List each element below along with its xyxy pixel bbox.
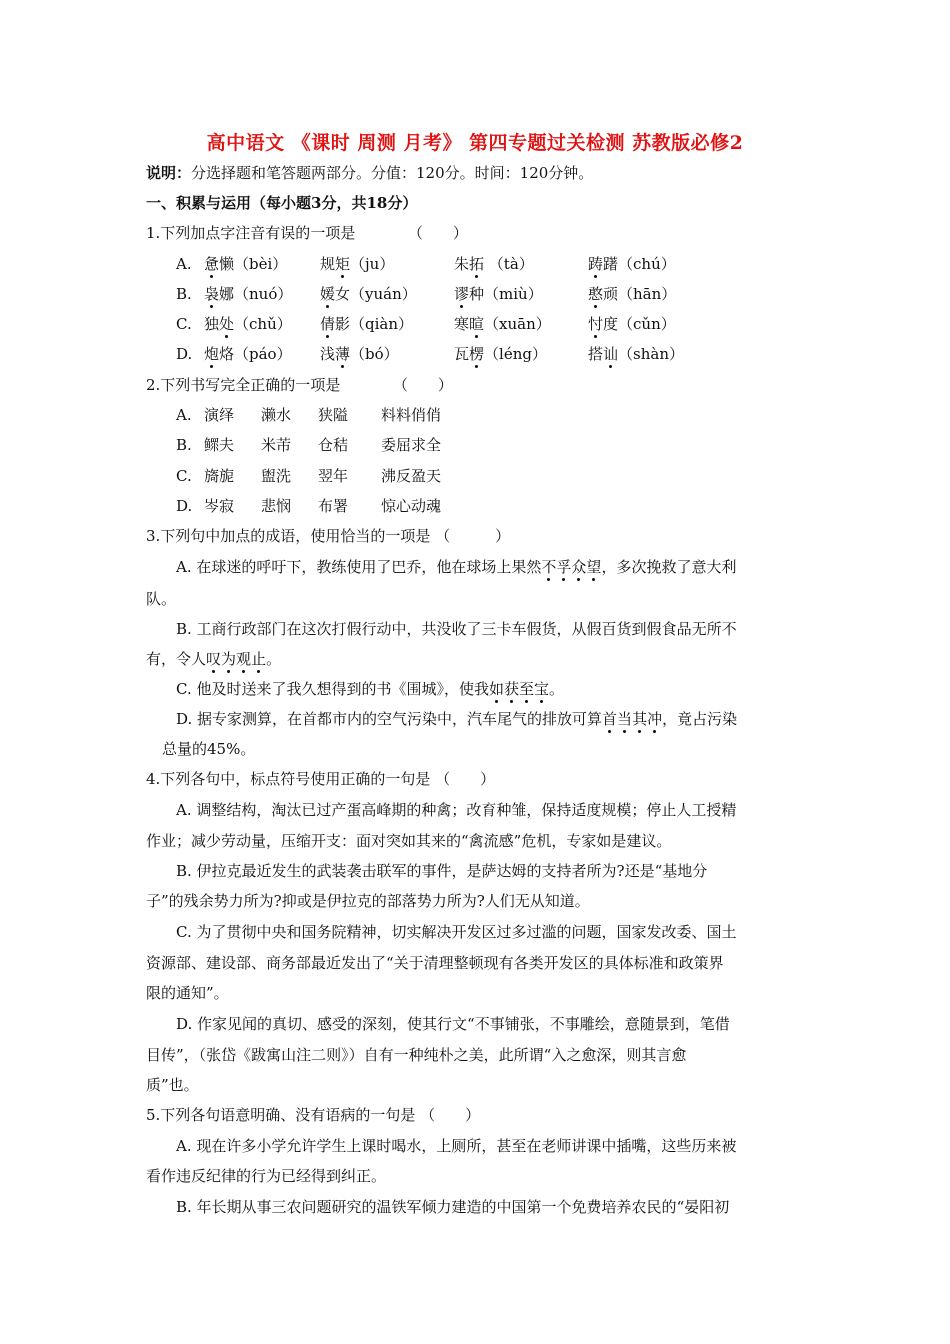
emphasis-char: 至 [519, 680, 535, 698]
instructions-text: 分选择题和笔答题两部分。分值：120分。时间：120分钟。 [191, 164, 594, 182]
option-word: 鳏夫 [204, 436, 235, 454]
option-word: 盥洗 [261, 467, 292, 485]
option-word: 狭隘 [318, 406, 349, 424]
emphasis-char: 忖 [588, 315, 604, 333]
question-4-option-b-cont: 子”的残余势力所为?抑或是伊拉克的部落势力所为?人们无从知道。 [146, 892, 590, 910]
question-2-option-a [176, 404, 441, 426]
emphasis-char: 获 [504, 680, 520, 698]
emphasis-char: 楞 [469, 345, 485, 363]
option-word: 濑水 [261, 406, 292, 424]
emphasis-char: 望 [586, 558, 602, 576]
question-2-stem: 2.下列书写完全正确的一项是 （ ） [146, 376, 453, 394]
option-word: 布署 [318, 497, 349, 515]
question-2-option-d [176, 495, 441, 517]
option-label: C. [176, 467, 192, 485]
question-4-option-c: C. 为了贯彻中央和国务院精神，切实解决开发区过多过滥的问题，国家发改委、国土 [176, 923, 737, 941]
option-word: 米芾 [261, 436, 292, 454]
option-word: 瓦楞（léng） [454, 345, 547, 363]
dotted-idiom [489, 680, 549, 698]
question-4-stem: 4.下列各句中，标点符号使用正确的一句是 （ ） [146, 770, 496, 788]
question-3-stem: 3.下列句中加点的成语，使用恰当的一项是 （ ） [146, 527, 511, 545]
option-label: A. [176, 406, 192, 424]
option-label: C. [176, 315, 192, 333]
option-word: 朱拓 （tà） [454, 255, 534, 273]
emphasis-char: 讪 [603, 345, 619, 363]
question-3-option-b-cont: 有，令人叹为观止。 [146, 650, 282, 668]
option-word: 悲悯 [261, 497, 292, 515]
question-4-option-c-cont: 限的通知”。 [146, 984, 229, 1002]
option-word: 岑寂 [204, 497, 235, 515]
question-1-option-c [176, 313, 676, 335]
option-word: 倩影（qiàn） [320, 315, 414, 333]
question-1-option-a [176, 253, 676, 275]
option-label: D. [176, 345, 193, 363]
option-word: 炮烙（páo） [204, 345, 292, 363]
option-word: 规矩（ju） [320, 255, 395, 273]
question-4-option-b: B. 伊拉克最近发生的武装袭击联军的事件，是萨达姆的支持者所为?还是“基地分 [176, 862, 708, 880]
emphasis-char: 为 [221, 650, 237, 668]
emphasis-char: 冲 [647, 710, 663, 728]
emphasis-char: 谬 [454, 285, 470, 303]
option-word: 独处（chǔ） [204, 315, 292, 333]
emphasis-char: 媛 [320, 285, 336, 303]
emphasis-char: 矩 [335, 255, 351, 273]
page-title: 高中语文 《课时 周测 月考》 第四专题过关检测 苏教版必修2 [206, 132, 744, 154]
emphasis-char: 首 [602, 710, 618, 728]
dotted-idiom [602, 710, 662, 728]
question-3-option-a-cont: 队。 [146, 590, 177, 608]
question-4-option-a: A. 调整结构，淘汰已过产蛋高峰期的种禽；改育种雏，保持适度规模；停止人工授精 [176, 801, 737, 819]
emphasis-char: 众 [571, 558, 587, 576]
instructions-label: 说明： [146, 164, 192, 182]
question-5-option-a-cont: 看作违反纪律的行为已经得到纠正。 [146, 1167, 387, 1185]
option-word: 演绎 [204, 406, 235, 424]
question-4-option-a-cont: 作业；减少劳动量，压缩开支：面对突如其来的“禽流感”危机，专家如是建议。 [146, 832, 672, 850]
option-word: 寒暄（xuān） [454, 315, 551, 333]
emphasis-char: 薄 [335, 345, 351, 363]
question-5-stem: 5.下列各句语意明确、没有语病的一句是 （ ） [146, 1106, 481, 1124]
emphasis-char: 其 [632, 710, 648, 728]
option-label: A. [176, 255, 192, 273]
emphasis-char: 观 [236, 650, 252, 668]
question-5-option-a: A. 现在许多小学允许学生上课时喝水，上厕所，甚至在老师讲课中插嘴，这些历来被 [176, 1137, 737, 1155]
emphasis-char: 袅 [204, 285, 220, 303]
question-1-option-d [176, 343, 684, 365]
option-word: 浅薄（bó） [320, 345, 399, 363]
emphasis-char: 宝 [534, 680, 550, 698]
dotted-idiom [206, 650, 266, 668]
question-1-stem: 1.下列加点字注音有误的一项是 （ ） [146, 224, 468, 242]
option-label: B. [176, 285, 192, 303]
emphasis-char: 叹 [206, 650, 222, 668]
option-word: 沸反盈天 [381, 467, 442, 485]
option-word: 翌年 [318, 467, 349, 485]
option-word: 惊心动魂 [381, 497, 442, 515]
question-4-option-d-cont: 质”也。 [146, 1076, 199, 1094]
emphasis-char: 处 [219, 315, 235, 333]
dotted-idiom [541, 558, 601, 576]
option-word: 谬种（miù） [454, 285, 543, 303]
question-3-option-c: C. 他及时送来了我久想得到的书《围城》，使我如获至宝。 [176, 680, 565, 698]
option-word: 委屈求全 [381, 436, 442, 454]
option-word: 袅娜（nuó） [204, 285, 293, 303]
emphasis-char: 憨 [588, 285, 604, 303]
option-word: 料料俏俏 [381, 406, 442, 424]
option-word: 踌躇（chú） [588, 255, 676, 273]
emphasis-char: 拓 [469, 255, 485, 273]
emphasis-char: 如 [488, 680, 504, 698]
question-2-option-c [176, 465, 441, 487]
emphasis-char: 倩 [320, 315, 336, 333]
question-3-option-b: B. 工商行政部门在这次打假行动中，共没收了三卡车假货，从假百货到假食品无所不 [176, 620, 737, 638]
question-1-option-b [176, 283, 676, 305]
emphasis-char: 暄 [469, 315, 485, 333]
question-5-option-b: B. 年长期从事三农问题研究的温铁军倾力建造的中国第一个免费培养农民的“晏阳初 [176, 1198, 730, 1216]
emphasis-char: 炮 [204, 345, 220, 363]
instructions [146, 162, 593, 184]
question-4-option-c-cont: 资源部、建设部、商务部最近发出了“关于清理整顿现有各类开发区的具体标准和政策界 [146, 954, 724, 972]
emphasis-char: 踌 [588, 255, 604, 273]
option-word: 媛女（yuán） [320, 285, 417, 303]
emphasis-char: 惫 [204, 255, 220, 273]
question-3-option-d-cont: 总量的45%。 [162, 740, 256, 758]
question-3-option-d: D. 据专家测算，在首都市内的空气污染中，汽车尾气的排放可算首当其冲，竟占污染 [176, 710, 738, 728]
question-3-option-a: A. 在球迷的呼吁下，教练使用了巴乔，他在球场上果然不孚众望，多次挽救了意大利 [176, 558, 737, 576]
option-word: 忖度（cǔn） [588, 315, 676, 333]
emphasis-char: 当 [617, 710, 633, 728]
emphasis-char: 止 [251, 650, 267, 668]
option-label: B. [176, 436, 192, 454]
option-word: 旖旎 [204, 467, 235, 485]
option-label: D. [176, 497, 193, 515]
emphasis-char: 孚 [556, 558, 572, 576]
option-word: 搭讪（shàn） [588, 345, 684, 363]
option-word: 惫懒（bèi） [204, 255, 288, 273]
question-2-option-b [176, 434, 441, 456]
emphasis-char: 不 [541, 558, 557, 576]
question-4-option-d-cont: 目传”，（张岱《跋寓山注二则》）自有一种纯朴之美，此所谓“入之愈深，则其言愈 [146, 1046, 687, 1064]
option-word: 仓秸 [318, 436, 349, 454]
question-4-option-d: D. 作家见闻的真切、感受的深刻，使其行文“不事铺张，不事雕绘，意随景到，笔借 [176, 1015, 730, 1033]
section-heading: 一、积累与运用（每小题3分，共18分） [146, 194, 418, 212]
option-word: 憨顽（hān） [588, 285, 677, 303]
